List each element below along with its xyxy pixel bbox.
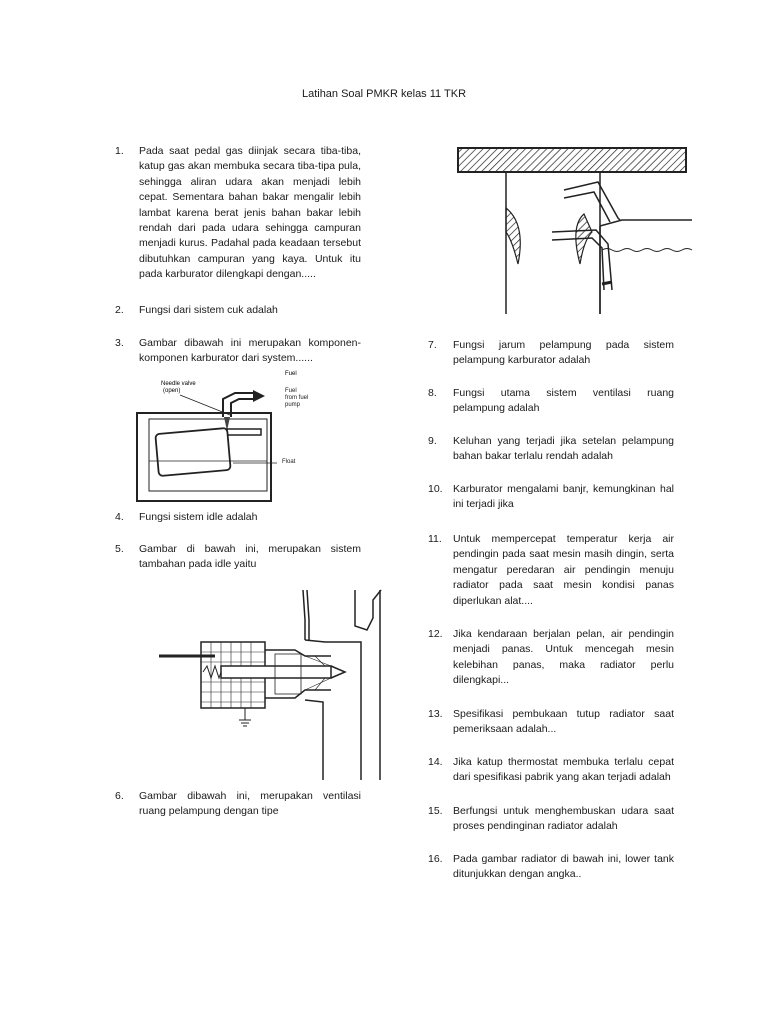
from-fuel-label: from fuel bbox=[285, 395, 309, 401]
question-2 bbox=[115, 303, 361, 318]
question-number: 12. bbox=[428, 628, 443, 640]
question-text: Gambar dibawah ini merupakan komponen-komponen karburator dari system...... bbox=[139, 337, 361, 365]
question-4 bbox=[115, 510, 361, 525]
page-title: Latihan Soal PMKR kelas 11 TKR bbox=[301, 88, 467, 100]
question-number: 4. bbox=[115, 511, 124, 523]
question-1 bbox=[115, 144, 361, 283]
question-text: Fungsi dari sistem cuk adalah bbox=[139, 304, 278, 316]
question-10 bbox=[428, 482, 674, 513]
question-text: Gambar di bawah ini, merupakan sistem tambahan pada idle yaitu bbox=[139, 543, 361, 571]
needle-valve-label: Needle valve bbox=[161, 381, 196, 387]
question-number: 1. bbox=[115, 145, 124, 157]
question-text: Berfungsi untuk menghembuskan udara saat proses pendinginan radiator adalah bbox=[453, 805, 674, 833]
question-text: Keluhan yang terjadi jika setelan pelampung bahan bakar terlalu rendah adalah bbox=[453, 435, 674, 463]
question-11 bbox=[428, 532, 674, 609]
question-5 bbox=[115, 542, 361, 573]
question-9 bbox=[428, 434, 674, 465]
float-label: Float bbox=[282, 459, 296, 465]
question-number: 11. bbox=[428, 533, 442, 545]
question-15 bbox=[428, 804, 674, 835]
float-chamber-vent-diagram bbox=[452, 144, 694, 316]
question-text: Untuk mempercepat temperatur kerja air pendingin pada saat mesin masih dingin, serta mengatur peredaran air pendingin menuju radiator pada saat mesin kondisi panas diperlukan alat.... bbox=[453, 533, 674, 607]
question-text: Fungsi utama sistem ventilasi ruang pelampung adalah bbox=[453, 387, 674, 415]
question-number: 10. bbox=[428, 483, 443, 495]
question-text: Jika katup thermostat membuka terlalu cepat dari spesifikasi pabrik yang akan terjadi adalah bbox=[453, 756, 674, 784]
fuel-label-text: Fuel bbox=[285, 388, 297, 394]
fuel-pump-label-block bbox=[285, 388, 308, 409]
question-12 bbox=[428, 627, 674, 689]
question-number: 2. bbox=[115, 304, 124, 316]
question-text: Karburator mengalami banjr, kemungkinan hal ini terjadi jika bbox=[453, 483, 674, 511]
question-number: 9. bbox=[428, 435, 437, 447]
needle-open-label: (open) bbox=[163, 388, 181, 394]
question-8 bbox=[428, 386, 674, 417]
question-text: Fungsi sistem idle adalah bbox=[139, 511, 258, 523]
question-number: 13. bbox=[428, 708, 443, 720]
question-text: Jika kendaraan berjalan pelan, air pendingin menjadi panas. Untuk mencegah mesin kelebihan panas, maka radiator perlu dilengkapi... bbox=[453, 628, 674, 687]
question-number: 7. bbox=[428, 339, 437, 351]
question-13 bbox=[428, 707, 674, 738]
question-3 bbox=[115, 336, 361, 367]
pump-label: pump bbox=[285, 402, 301, 408]
question-text: Pada saat pedal gas diinjak secara tiba-tiba, katup gas akan membuka secara tiba-tipa pula, sehingga aliran udara akan menjadi lebih cepat. Sementara bahan bakar mengalir lebih lambat karena berat jenis bahan bakar lebih rendah dari pada udara sehingga campuran menjadi kurus. Padahal pada keadaan tersebut dibutuhkan campuran yang kaya. Untuk itu pada karburator dilengkapi dengan..... bbox=[139, 145, 361, 281]
question-text: Spesifikasi pembukaan tutup radiator saat pemeriksaan adalah... bbox=[453, 708, 674, 736]
question-number: 6. bbox=[115, 790, 124, 802]
question-text: Pada gambar radiator di bawah ini, lower tank ditunjukkan dengan angka.. bbox=[453, 853, 674, 881]
idle-solenoid-diagram bbox=[155, 590, 387, 780]
question-text: Fungsi jarum pelampung pada sistem pelampung karburator adalah bbox=[453, 339, 674, 367]
question-number: 3. bbox=[115, 337, 124, 349]
question-number: 15. bbox=[428, 805, 443, 817]
fuel-label: Fuel bbox=[285, 371, 297, 377]
question-number: 16. bbox=[428, 853, 443, 865]
question-text: Gambar dibawah ini, merupakan ventilasi ruang pelampung dengan tipe bbox=[139, 790, 361, 818]
question-number: 8. bbox=[428, 387, 437, 399]
question-number: 14. bbox=[428, 756, 443, 768]
question-7 bbox=[428, 338, 674, 369]
question-6 bbox=[115, 789, 361, 820]
question-number: 5. bbox=[115, 543, 124, 555]
question-16 bbox=[428, 852, 674, 883]
question-14 bbox=[428, 755, 674, 786]
